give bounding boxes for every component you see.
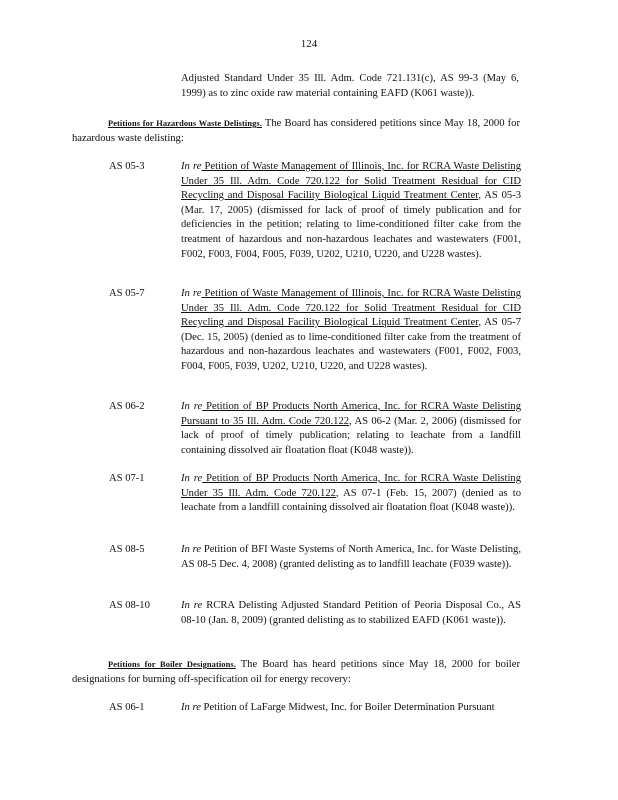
entry-text [181,543,521,572]
entry-number: AS 05-3 [109,161,145,172]
entry-text [181,599,521,628]
in-re-label: In re [181,161,202,172]
in-re-label: In re [181,401,203,412]
intro-text: Adjusted Standard Under 35 Ill. Adm. Code 721.131(c), AS 99-3 (May 6, 1999) as to zinc oxide raw material containing EAFD (K061 waste)). [181,73,519,99]
case-details: , AS 06-2 (Mar. 2, 2006) (dismissed for lack of proof of timely publication; relating to leachate from a landfill containing dissolved air floatation float (K048 waste)). [181,415,521,456]
in-re-label: In re [181,600,203,611]
case-details: , AS 07-1 (Feb. 15, 2007) (denied as to leachate from a landfill containing dissolved air floatation float (K048 waste)). [181,487,521,514]
entry-text [181,400,521,458]
page-number: 124 [300,38,318,50]
case-title: Petition of BP Products North America, Inc. for RCRA Waste Delisting Pursuant to 35 Ill. Adm. Code 720.122 [181,401,522,427]
entry-text [181,472,521,516]
section-delisting-text: The Board has considered petitions since May 18, 2000 for hazardous waste delisting: [72,118,520,144]
in-re-label: In re [181,544,202,555]
case-details: , AS 05-3 (Mar. 17, 2005) (dismissed for lack of proof of timely publication and for deficiencies in the petition; relating to lime-conditioned filter cake from the treatment of hazardous and non-hazardous leachates and wastewaters (F001, F002, F003, F004, F005, F039, U202, U210, U220, and U228 wastes). [181,190,521,260]
case-details: , AS 08-5 Dec. 4, 2008) (granted delisting as to landfill leachate (F039 waste)). [181,544,522,570]
entry-number: AS 06-1 [109,702,145,713]
section-delisting [72,117,520,146]
case-details: , AS 08-10 (Jan. 8, 2009) (granted delisting as to stabilized EAFD (K061 waste)). [181,600,521,626]
case-title: Petition of Waste Management of Illinois, Inc. for RCRA Waste Delisting Under 35 Ill. Adm. Code 720.122 for Solid Treatment Residual for CID Recycling and Disposal Facility Biological Liquid Treatment Center [181,288,522,329]
case-title: Petition of LaFarge Midwest, Inc. for Boiler Determination Pursuant [200,702,495,713]
case-details: , AS 05-7 (Dec. 15, 2005) (denied as to lime-conditioned filter cake from the treatment of hazardous and non-hazardous leachates and wastewaters (F001, F002, F003, F004, F005, F039, U202, U210, U220, and U228 wastes). [181,317,521,372]
entry-number: AS 08-5 [109,544,145,555]
in-re-label: In re [181,288,202,299]
entry-number: AS 06-2 [109,401,145,412]
case-title: Petition of BP Products North America, Inc. for RCRA Waste Delisting Under 35 Ill. Adm. Code 720.122 [181,473,522,499]
in-re-label: In re [181,473,203,484]
entry-number: AS 08-10 [109,600,150,611]
case-title: Petition of BFI Waste Systems of North America, Inc. for Waste Delisting [201,544,519,555]
section-boiler-text: The Board has heard petitions since May 18, 2000 for boiler designations for burning off-specification oil for energy recovery: [72,659,520,685]
section-boiler-heading: Petitions for Boiler Designations. [108,660,236,669]
section-delisting-heading: Petitions for Hazardous Waste Delistings. [108,119,262,128]
in-re-label: In re [181,702,201,713]
section-boiler [72,658,520,687]
entry-number: AS 05-7 [109,288,145,299]
intro-paragraph [181,72,519,101]
entry-text [181,160,521,262]
entry-text [181,701,521,716]
entry-number: AS 07-1 [109,473,145,484]
case-title: RCRA Delisting Adjusted Standard Petition of Peoria Disposal Co. [202,600,502,611]
entry-text [181,287,521,375]
case-title: Petition of Waste Management of Illinois, Inc. for RCRA Waste Delisting Under 35 Ill. Adm. Code 720.122 for Solid Treatment Residual for CID Recycling and Disposal Facility Biological Liquid Treatment Center [181,161,522,202]
